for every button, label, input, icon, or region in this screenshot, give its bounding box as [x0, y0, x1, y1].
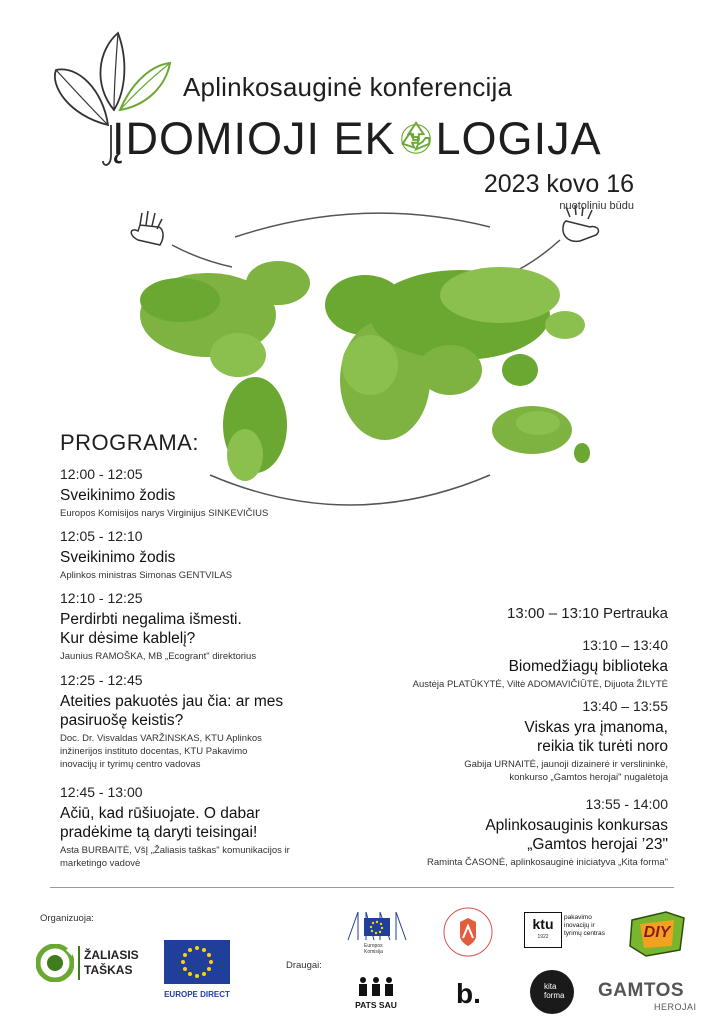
item-speaker: inžinerijos instituto docentas, KTU Pakavimo	[60, 746, 248, 757]
item-time: 12:25 - 12:45	[60, 672, 143, 688]
item-speaker: Asta BURBAITĖ, VšĮ „Žaliasis taškas" komunikacijos ir	[60, 845, 290, 856]
people-icon	[356, 976, 396, 998]
item-time: 12:05 - 12:10	[60, 528, 143, 544]
pats-sau-text: PATS SAU	[355, 1000, 397, 1010]
item-time: 13:55 - 14:00	[585, 796, 668, 812]
ktu-text-3: tyrimų centras	[564, 930, 605, 937]
ktu-text-2: inovacijų ir	[564, 922, 595, 929]
kita-forma-text	[544, 982, 564, 1000]
item-time: 12:10 - 12:25	[60, 590, 143, 606]
item-title: reikia tik turėti noro	[537, 738, 668, 755]
european-commission-logo[interactable]	[346, 910, 408, 960]
item-title: Ateities pakuotės jau čia: ar mes	[60, 693, 284, 710]
item-speaker: Aplinkos ministras Simonas GENTVILAS	[60, 570, 233, 581]
kita-forma-logo[interactable]	[530, 970, 574, 1014]
item-title: Ačiū, kad rūšiuojate. O dabar	[60, 805, 260, 822]
friends-label: Draugai:	[286, 960, 322, 971]
ktu-logo[interactable]	[524, 912, 619, 946]
item-title: Kur dėsime kablelį?	[60, 630, 196, 647]
b-logo[interactable]: b.	[456, 978, 481, 1009]
ktu-text	[564, 914, 605, 938]
herojai-text: HEROJAI	[654, 1002, 697, 1012]
item-title: Sveikinimo žodis	[60, 487, 176, 504]
program-item	[60, 590, 360, 663]
diy-logo[interactable]	[626, 910, 688, 958]
organizers-label: Organizuoja:	[40, 913, 94, 924]
item-title: Biomedžiagų biblioteka	[508, 658, 668, 675]
event-date: 2023 kovo 16	[483, 170, 634, 198]
gamtos-text: GAMTOS	[598, 980, 685, 1001]
conference-title	[112, 113, 602, 164]
ktu-text-1: pakavimo	[564, 914, 592, 921]
item-time: 12:45 - 13:00	[60, 784, 143, 800]
program-item	[60, 528, 360, 582]
eu-flag-icon	[164, 940, 230, 984]
item-speaker: Jaunius RAMOŠKA, MB „Ecogrant" direktorius	[60, 651, 257, 662]
item-speaker: Europos Komisijos narys Virginijus SINKEVIČIUS	[60, 508, 269, 519]
zaliasis-taskas-text	[84, 948, 139, 978]
ktu-mark: ktu	[524, 912, 562, 948]
conference-subtitle: Aplinkosauginė konferencija	[183, 72, 513, 102]
footer-divider	[50, 887, 674, 888]
item-time: 13:40 – 13:55	[582, 698, 668, 714]
item-title: Viskas yra įmanoma,	[524, 719, 668, 736]
event-mode: nuotoliniu būdu	[559, 200, 634, 212]
item-speaker: Raminta ČASONĖ, aplinkosauginė iniciatyva „Kita forma"	[427, 857, 668, 868]
item-speaker: Gabija URNAITĖ, jaunoji dizainerė ir verslininkė,	[464, 759, 668, 770]
program-item	[60, 672, 360, 771]
europe-direct-logo[interactable]	[164, 940, 230, 1002]
kita-forma-line-2: forma	[544, 991, 565, 1000]
program-item	[338, 796, 668, 869]
zaliasis-taskas-logo[interactable]	[36, 944, 146, 984]
item-speaker: Doc. Dr. Visvaldas VARŽINSKAS, KTU Aplinkos	[60, 733, 262, 744]
program-item	[338, 637, 668, 691]
item-title: Perdirbti negalima išmesti.	[60, 611, 242, 628]
program-item	[338, 698, 668, 784]
ec-text	[364, 943, 383, 955]
zaliasis-line-1: ŽALIASIS	[84, 948, 139, 962]
program-item	[60, 784, 360, 870]
pats-sau-logo[interactable]	[352, 976, 400, 1016]
item-speaker: inovacijų ir tyrimų centro vadovas	[60, 759, 201, 770]
program-break: 13:00 – 13:10 Pertrauka	[507, 605, 668, 622]
title-part-2: LOGIJA	[435, 113, 602, 164]
item-title: pasiruošę keistis?	[60, 712, 184, 729]
logo-divider	[78, 946, 80, 980]
zaliasis-taskas-icon	[36, 944, 74, 982]
left-hand-icon	[131, 211, 163, 245]
item-title: pradėkime tą daryti teisingai!	[60, 824, 258, 841]
world-map-leaves-icon	[140, 261, 590, 481]
ministry-seal-icon	[442, 906, 494, 958]
item-speaker: konkurso „Gamtos herojai" nugalėtoja	[509, 772, 668, 783]
ec-line-1: Europos	[364, 943, 383, 949]
item-speaker: marketingo vadovė	[60, 858, 141, 869]
item-speaker: Austėja PLATŪKYTĖ, Viltė ADOMAVIČIŪTĖ, Dijuota ŽILYTĖ	[412, 679, 668, 690]
kita-forma-line-1: kita	[544, 982, 557, 991]
item-time: 12:00 - 12:05	[60, 466, 143, 482]
ktu-year: 1922	[537, 934, 549, 940]
program-heading: PROGRAMA:	[60, 430, 199, 455]
recycle-icon	[397, 119, 435, 157]
title-part-1: ĮDOMIOJI EK	[112, 113, 396, 164]
zaliasis-line-2: TAŠKAS	[84, 963, 133, 977]
ec-line-2: Komisija	[364, 949, 383, 955]
program-item	[60, 466, 360, 520]
item-time: 13:10 – 13:40	[582, 637, 668, 653]
environment-ministry-logo[interactable]	[442, 906, 494, 958]
gamtos-herojai-logo[interactable]	[598, 980, 702, 1018]
diy-text: DIY	[643, 924, 671, 941]
item-title: Sveikinimo žodis	[60, 549, 176, 566]
europe-direct-text: EUROPE DIRECT	[164, 990, 230, 999]
ec-building-icon	[346, 910, 408, 942]
item-title: „Gamtos herojai ’23"	[527, 836, 668, 853]
item-title: Aplinkosauginis konkursas	[485, 817, 668, 834]
right-hand-icon	[563, 205, 599, 241]
